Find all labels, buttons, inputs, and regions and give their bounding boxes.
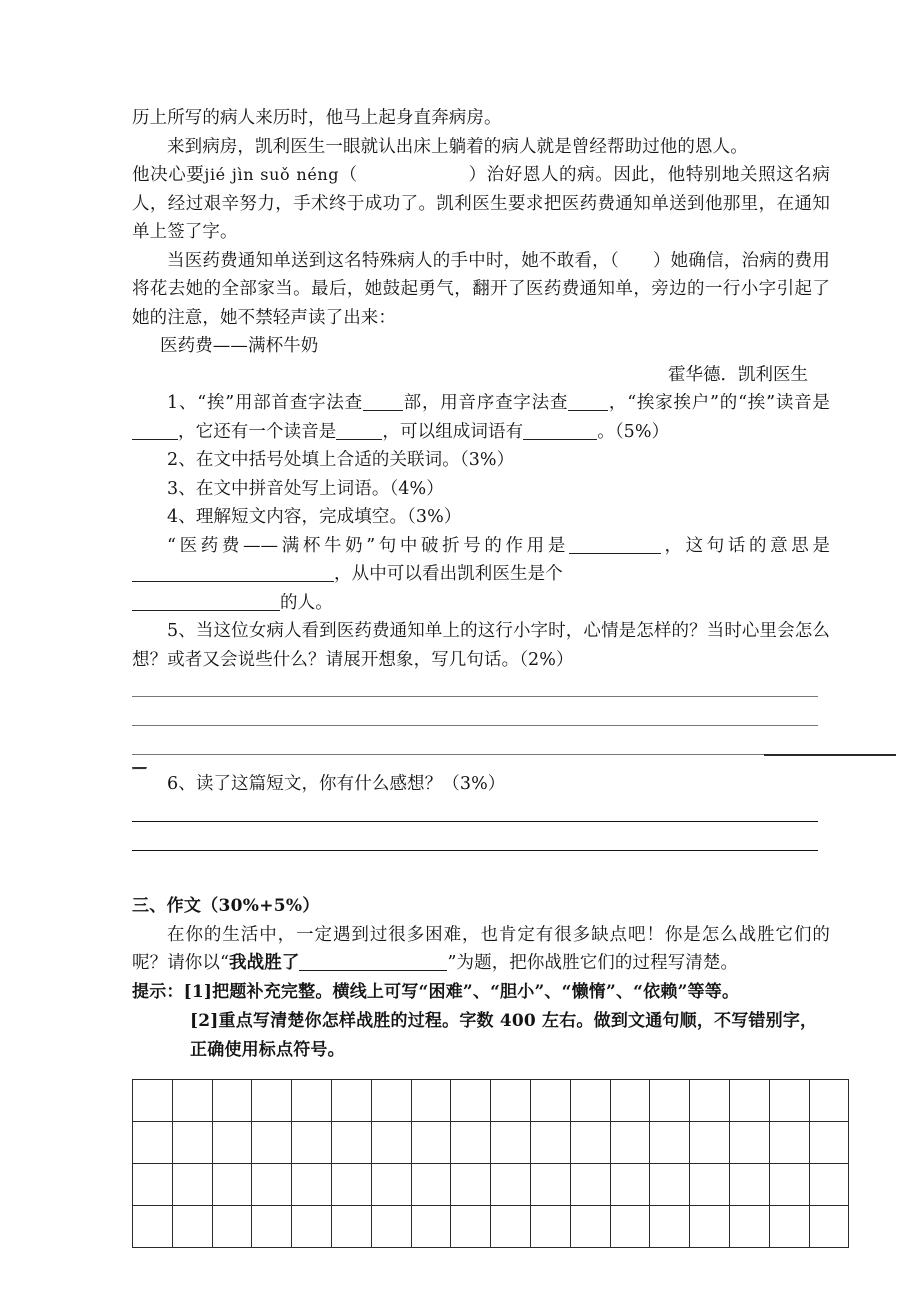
writing-grid-cell[interactable] xyxy=(530,1121,570,1163)
writing-grid-cell[interactable] xyxy=(451,1121,491,1163)
writing-grid-cell[interactable] xyxy=(491,1121,531,1163)
question-2-text: 在文中括号处填上合适的关联词。 xyxy=(195,450,460,470)
writing-grid[interactable] xyxy=(132,1079,849,1248)
composition-title-blank[interactable] xyxy=(299,952,447,971)
writing-grid-cell[interactable] xyxy=(292,1163,332,1205)
question-6-answer-area xyxy=(132,799,830,857)
writing-grid-cell[interactable] xyxy=(172,1163,212,1205)
writing-grid-cell[interactable] xyxy=(690,1079,730,1121)
pinyin-annotation: jié jìn suǒ néng xyxy=(204,165,340,184)
question-3-score: （4%） xyxy=(389,478,444,499)
writing-grid-cell[interactable] xyxy=(133,1163,173,1205)
writing-grid-cell[interactable] xyxy=(570,1205,610,1247)
writing-grid-row xyxy=(133,1121,849,1163)
bill-line: 医药费——满杯牛奶 xyxy=(160,336,319,356)
answer-line[interactable] xyxy=(132,696,818,697)
writing-grid-cell[interactable] xyxy=(371,1163,411,1205)
writing-grid-cell[interactable] xyxy=(769,1121,809,1163)
writing-grid-body xyxy=(133,1079,849,1247)
question-1-blank-5[interactable] xyxy=(523,422,597,440)
composition-heading: 三、作文（30%+5%） xyxy=(132,895,320,916)
writing-grid-cell[interactable] xyxy=(371,1121,411,1163)
composition-hint-1: 提示：[1]把题补充完整。横线上可写“困难”、“胆小”、“懒惰”、“依赖”等等。 xyxy=(132,981,740,1002)
question-1-part-4: ，它还有一个读音是 xyxy=(178,421,337,442)
writing-grid-cell[interactable] xyxy=(212,1205,252,1247)
question-4-blank-3[interactable] xyxy=(132,593,280,611)
question-4-fill-end-text: 的人。 xyxy=(280,592,333,613)
writing-grid-cell[interactable] xyxy=(411,1079,451,1121)
question-1-part-6: 。 xyxy=(597,421,615,442)
writing-grid-row xyxy=(133,1205,849,1247)
writing-grid-cell[interactable] xyxy=(491,1205,531,1247)
writing-grid-cell[interactable] xyxy=(809,1121,849,1163)
writing-grid-cell[interactable] xyxy=(809,1163,849,1205)
question-5-number: 5、 xyxy=(167,621,196,641)
writing-grid-cell[interactable] xyxy=(252,1079,292,1121)
answer-line[interactable] xyxy=(132,850,818,851)
question-1-part-5: ，可以组成词语有 xyxy=(382,421,524,442)
writing-grid-cell[interactable] xyxy=(729,1205,769,1247)
question-3 xyxy=(132,475,830,504)
writing-grid-cell[interactable] xyxy=(610,1205,650,1247)
question-4-fill-tail: ，从中可以看出凯利医生是个 xyxy=(334,564,563,584)
answer-line-row xyxy=(132,674,830,703)
answer-line[interactable] xyxy=(132,725,818,726)
question-4-text: 理解短文内容，完成填空。 xyxy=(195,507,408,527)
question-2 xyxy=(132,446,830,475)
question-4-fill-mid: ，这句话的意思是 xyxy=(660,535,830,556)
writing-grid-cell[interactable] xyxy=(650,1205,690,1247)
writing-grid-cell[interactable] xyxy=(809,1205,849,1247)
writing-grid-cell[interactable] xyxy=(610,1079,650,1121)
question-2-score: （3%） xyxy=(459,450,515,470)
question-6-score: （3%） xyxy=(442,774,506,794)
writing-grid-cell[interactable] xyxy=(292,1121,332,1163)
composition-prompt xyxy=(132,921,830,978)
answer-line-row xyxy=(132,703,830,732)
question-6 xyxy=(132,770,830,799)
question-1-part-1: “挨”用部首查字法查 xyxy=(197,393,363,413)
writing-grid-cell[interactable] xyxy=(610,1163,650,1205)
writing-grid-row xyxy=(133,1163,849,1205)
writing-grid-cell[interactable] xyxy=(252,1121,292,1163)
question-1-blank-2[interactable] xyxy=(568,393,608,411)
question-2-number: 2、 xyxy=(167,450,196,470)
question-3-number: 3、 xyxy=(167,478,196,499)
question-1-part-2: 部，用音序查字法查 xyxy=(402,393,569,413)
writing-grid-cell[interactable] xyxy=(530,1079,570,1121)
writing-grid-cell[interactable] xyxy=(451,1079,491,1121)
answer-line-stub xyxy=(764,754,896,756)
conjunction-answer-paren[interactable] xyxy=(619,251,653,271)
writing-grid-cell[interactable] xyxy=(650,1079,690,1121)
question-4-fill-end xyxy=(132,589,830,618)
writing-grid-cell[interactable] xyxy=(411,1121,451,1163)
writing-grid-cell[interactable] xyxy=(212,1163,252,1205)
question-1-number: 1、 xyxy=(167,393,198,413)
question-4-fill xyxy=(132,532,830,589)
writing-grid-cell[interactable] xyxy=(331,1205,371,1247)
questions-list xyxy=(132,389,830,857)
question-6-text: 读了这篇短文，你有什么感想？ xyxy=(195,774,443,794)
writing-grid-cell[interactable] xyxy=(331,1163,371,1205)
writing-grid-cell[interactable] xyxy=(530,1205,570,1247)
question-5-score: （2%） xyxy=(519,649,574,670)
writing-grid-cell[interactable] xyxy=(133,1205,173,1247)
writing-grid-cell[interactable] xyxy=(331,1121,371,1163)
writing-grid-cell[interactable] xyxy=(172,1079,212,1121)
writing-grid-cell[interactable] xyxy=(411,1205,451,1247)
question-4-fill-lead: “医药费——满杯牛奶”句中破折号的作用是 xyxy=(167,535,569,556)
writing-grid-cell[interactable] xyxy=(769,1079,809,1121)
writing-grid-cell[interactable] xyxy=(530,1163,570,1205)
question-4-blank-2[interactable] xyxy=(132,564,334,582)
signature: 霍华德．凯利医生 xyxy=(668,364,808,385)
writing-grid-cell[interactable] xyxy=(570,1079,610,1121)
writing-grid-cell[interactable] xyxy=(371,1079,411,1121)
composition-section xyxy=(132,891,830,1248)
composition-title-label: 我战胜了 xyxy=(229,953,300,973)
writing-grid-cell[interactable] xyxy=(570,1163,610,1205)
writing-grid-cell[interactable] xyxy=(570,1121,610,1163)
passage-text-before-pinyin: 他决心要 xyxy=(132,165,205,185)
writing-grid-cell[interactable] xyxy=(133,1079,173,1121)
question-1-blank-1[interactable] xyxy=(363,393,403,411)
composition-hint-2: [2]重点写清楚你怎样战胜的过程。字数 400 左右。做到文通句顺，不写错别字，正确使用标点符号。 xyxy=(190,1010,818,1060)
writing-grid-cell[interactable] xyxy=(650,1121,690,1163)
writing-grid-cell[interactable] xyxy=(451,1163,491,1205)
writing-grid-cell[interactable] xyxy=(292,1079,332,1121)
writing-grid-cell[interactable] xyxy=(690,1205,730,1247)
writing-grid-cell[interactable] xyxy=(133,1121,173,1163)
writing-grid-cell[interactable] xyxy=(729,1121,769,1163)
question-4-score: （3%） xyxy=(407,507,462,527)
writing-grid-cell[interactable] xyxy=(729,1163,769,1205)
passage-line-1: 历上所写的病人来历时，他马上起身直奔病房。 xyxy=(132,108,502,128)
writing-grid-cell[interactable] xyxy=(411,1163,451,1205)
writing-grid-cell[interactable] xyxy=(371,1205,411,1247)
passage-line-4 xyxy=(132,247,830,333)
writing-grid-cell[interactable] xyxy=(491,1163,531,1205)
answer-line[interactable] xyxy=(132,754,766,755)
writing-grid-cell[interactable] xyxy=(172,1121,212,1163)
passage-line-2: 来到病房，凯利医生一眼就认出床上躺着的病人就是曾经帮助过他的恩人。 xyxy=(167,136,748,157)
writing-grid-cell[interactable] xyxy=(252,1163,292,1205)
writing-grid-wrapper xyxy=(132,1079,830,1248)
writing-grid-cell[interactable] xyxy=(331,1079,371,1121)
writing-grid-cell[interactable] xyxy=(212,1079,252,1121)
writing-grid-cell[interactable] xyxy=(252,1205,292,1247)
writing-grid-cell[interactable] xyxy=(212,1121,252,1163)
writing-grid-row xyxy=(133,1079,849,1121)
writing-grid-cell[interactable] xyxy=(769,1163,809,1205)
writing-grid-cell[interactable] xyxy=(491,1079,531,1121)
question-1-part-3: ，“挨家挨户”的“挨”读音是 xyxy=(608,393,830,413)
writing-grid-cell[interactable] xyxy=(729,1079,769,1121)
answer-line-row xyxy=(132,732,830,761)
question-6-number: 6、 xyxy=(167,774,196,794)
passage-text-before-blank-paren: 当医药费通知单送到这名特殊病人的手中时，她不敢看，（ xyxy=(167,250,619,271)
writing-grid-cell[interactable] xyxy=(650,1163,690,1205)
question-3-text: 在文中拼音处写上词语。 xyxy=(195,478,390,499)
writing-grid-cell[interactable] xyxy=(172,1205,212,1247)
writing-grid-cell[interactable] xyxy=(292,1205,332,1247)
question-1 xyxy=(132,389,830,446)
writing-grid-cell[interactable] xyxy=(809,1079,849,1121)
answer-line-row xyxy=(132,828,830,857)
writing-grid-cell[interactable] xyxy=(690,1121,730,1163)
question-1-blank-4[interactable] xyxy=(336,422,382,440)
passage-text-after-blank-paren: ）她确信，治病的费用将花去她的全部家当。最后，她鼓起勇气，翻开了医药费通知单，旁边的一行小字引起了她的注意，她不禁轻声读了出来： xyxy=(132,250,830,328)
writing-grid-cell[interactable] xyxy=(451,1205,491,1247)
question-4-number: 4、 xyxy=(167,507,196,527)
reading-passage xyxy=(132,104,830,389)
answer-line-row xyxy=(132,799,830,828)
writing-grid-cell[interactable] xyxy=(610,1121,650,1163)
question-4-blank-1[interactable] xyxy=(569,536,661,554)
passage-text-after-pinyin: 治好恩人的病。因此，他特别地关照这名病人，经过艰辛努力，手术终于成功了。凯利医生要求把医药费通知单送到他那里，在通知单上签了字。 xyxy=(132,165,830,242)
composition-prompt-after: ”为题，把你战胜它们的过程写清楚。 xyxy=(447,953,739,973)
passage-line-3 xyxy=(132,161,830,247)
answer-line[interactable] xyxy=(132,821,818,822)
writing-grid-cell[interactable] xyxy=(769,1205,809,1247)
composition-prompt-before: 在你的生活中，一定遇到过很多困难，也肯定有很多缺点吧！你是怎么战胜它们的呢？请你以“ xyxy=(132,924,830,973)
question-1-blank-3[interactable] xyxy=(132,422,178,440)
writing-grid-cell[interactable] xyxy=(690,1163,730,1205)
question-5 xyxy=(132,617,830,674)
question-5-answer-area xyxy=(132,674,830,770)
question-1-score: （5%） xyxy=(614,421,670,442)
question-4 xyxy=(132,503,830,532)
question-5-text: 当这位女病人看到医药费通知单上的这行小字时，心情是怎样的？当时心里会怎么想？或者又会说些什么？请展开想象，写几句话。 xyxy=(132,621,830,670)
pinyin-answer-paren[interactable]: （ ） xyxy=(339,165,487,185)
